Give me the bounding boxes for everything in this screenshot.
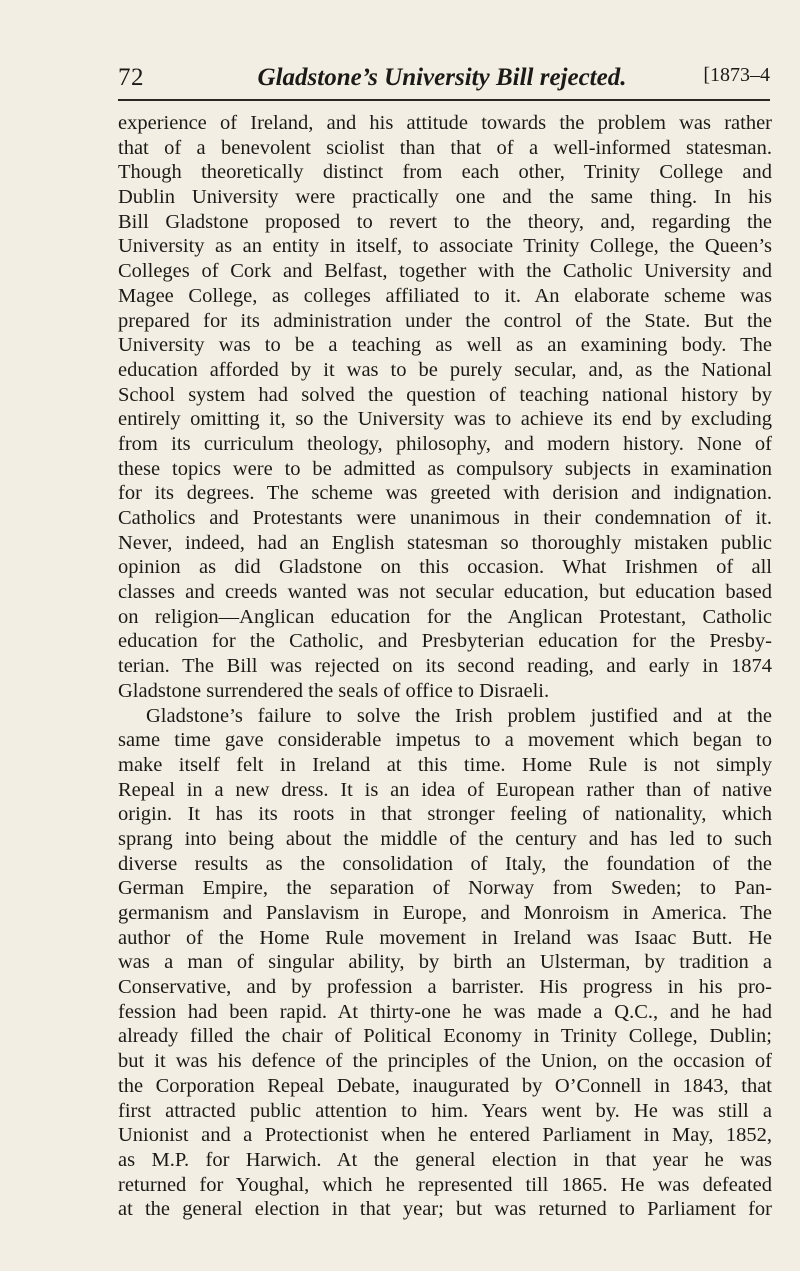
text-line: make itself felt in Ireland at this time. Home Rule is not simply (118, 753, 772, 776)
text-line: entirely omitting it, so the University was to achieve its end by excluding (118, 408, 772, 431)
text-line: already filled the chair of Political Economy in Trinity College, Dublin; (118, 1025, 772, 1048)
text-line: on religion—Anglican education for the Anglican Protestant, Catholic (118, 605, 772, 628)
text-line: at the general election in that year; but was returned to Parliament for (118, 1198, 772, 1221)
text-line: Colleges of Cork and Belfast, together with the Catholic University and (118, 260, 772, 283)
text-line: classes and creeds wanted was not secular education, but education based (118, 581, 772, 604)
text-line: author of the Home Rule movement in Ireland was Isaac Butt. He (118, 926, 772, 949)
page-number: 72 (118, 64, 144, 91)
text-line: returned for Youghal, which he represented till 1865. He was defeated (118, 1173, 772, 1196)
text-line: from its curriculum theology, philosophy, and modern history. None of (118, 432, 772, 455)
text-line: was a man of singular ability, by birth an Ulsterman, by tradition a (118, 951, 772, 974)
text-line: prepared for its administration under the control of the State. But the (118, 309, 772, 332)
text-line: German Empire, the separation of Norway from Sweden; to Pan- (118, 877, 772, 900)
text-line: Though theoretically distinct from each other, Trinity College and (118, 161, 772, 184)
text-line: Gladstone surrendered the seals of office to Disraeli. (118, 679, 550, 702)
text-line: experience of Ireland, and his attitude towards the problem was rather (118, 112, 772, 134)
page-header (118, 64, 770, 94)
text-line: Repeal in a new dress. It is an idea of European rather than of native (118, 778, 772, 801)
body-text (118, 111, 772, 1222)
text-line: Never, indeed, had an English statesman so thoroughly mistaken public (118, 531, 772, 554)
text-line: University was to be a teaching as well as an examining body. The (118, 334, 772, 357)
text-line: as M.P. for Harwich. At the general election in that year he was (118, 1148, 772, 1171)
text-line: for its degrees. The scheme was greeted with derision and indignation. (118, 482, 772, 505)
text-line: Dublin University were practically one and the same thing. In his (118, 186, 772, 209)
text-line: Catholics and Protestants were unanimous in their condemnation of it. (118, 507, 772, 529)
text-line: Gladstone’s failure to solve the Irish problem justified and at the (146, 704, 772, 727)
header-years: [1873–4 (703, 64, 770, 86)
text-line: Conservative, and by profession a barrister. His progress in his pro- (118, 976, 772, 999)
text-line: University as an entity in itself, to associate Trinity College, the Queen’s (118, 235, 772, 258)
text-line: origin. It has its roots in that stronger feeling of nationality, which (118, 803, 772, 826)
text-line: opinion as did Gladstone on this occasion. What Irishmen of all (118, 556, 772, 579)
text-line: same time gave considerable impetus to a movement which began to (118, 729, 772, 752)
text-line: germanism and Panslavism in Europe, and Monroism in America. The (118, 902, 772, 924)
text-line: fession had been rapid. At thirty-one he was made a Q.C., and he had (118, 1000, 772, 1023)
text-line: diverse results as the consolidation of Italy, the foundation of the (118, 852, 772, 875)
text-line: Magee College, as colleges affiliated to it. An elaborate scheme was (118, 284, 772, 307)
text-line: but it was his defence of the principles of the Union, on the occasion of (118, 1050, 772, 1073)
text-line: the Corporation Repeal Debate, inaugurated by O’Connell in 1843, that (118, 1074, 772, 1097)
running-title: Gladstone’s University Bill rejected. (257, 64, 627, 91)
text-line: School system had solved the question of teaching national history by (118, 383, 772, 406)
text-line: terian. The Bill was rejected on its second reading, and early in 1874 (118, 655, 772, 678)
text-line: education afforded by it was to be purely secular, and, as the National (118, 358, 772, 381)
text-line: these topics were to be admitted as compulsory subjects in examination (118, 457, 772, 480)
text-line: Unionist and a Protectionist when he entered Parliament in May, 1852, (118, 1124, 772, 1147)
text-line: first attracted public attention to him. Years went by. He was still a (118, 1099, 772, 1122)
text-line: that of a benevolent sciolist than that of a well-informed statesman. (118, 136, 772, 159)
text-line: Bill Gladstone proposed to revert to the theory, and, regarding the (118, 210, 772, 233)
text-line: education for the Catholic, and Presbyterian education for the Presby- (118, 630, 772, 653)
text-line: sprang into being about the middle of the century and has led to such (118, 827, 772, 850)
header-rule (118, 99, 770, 101)
